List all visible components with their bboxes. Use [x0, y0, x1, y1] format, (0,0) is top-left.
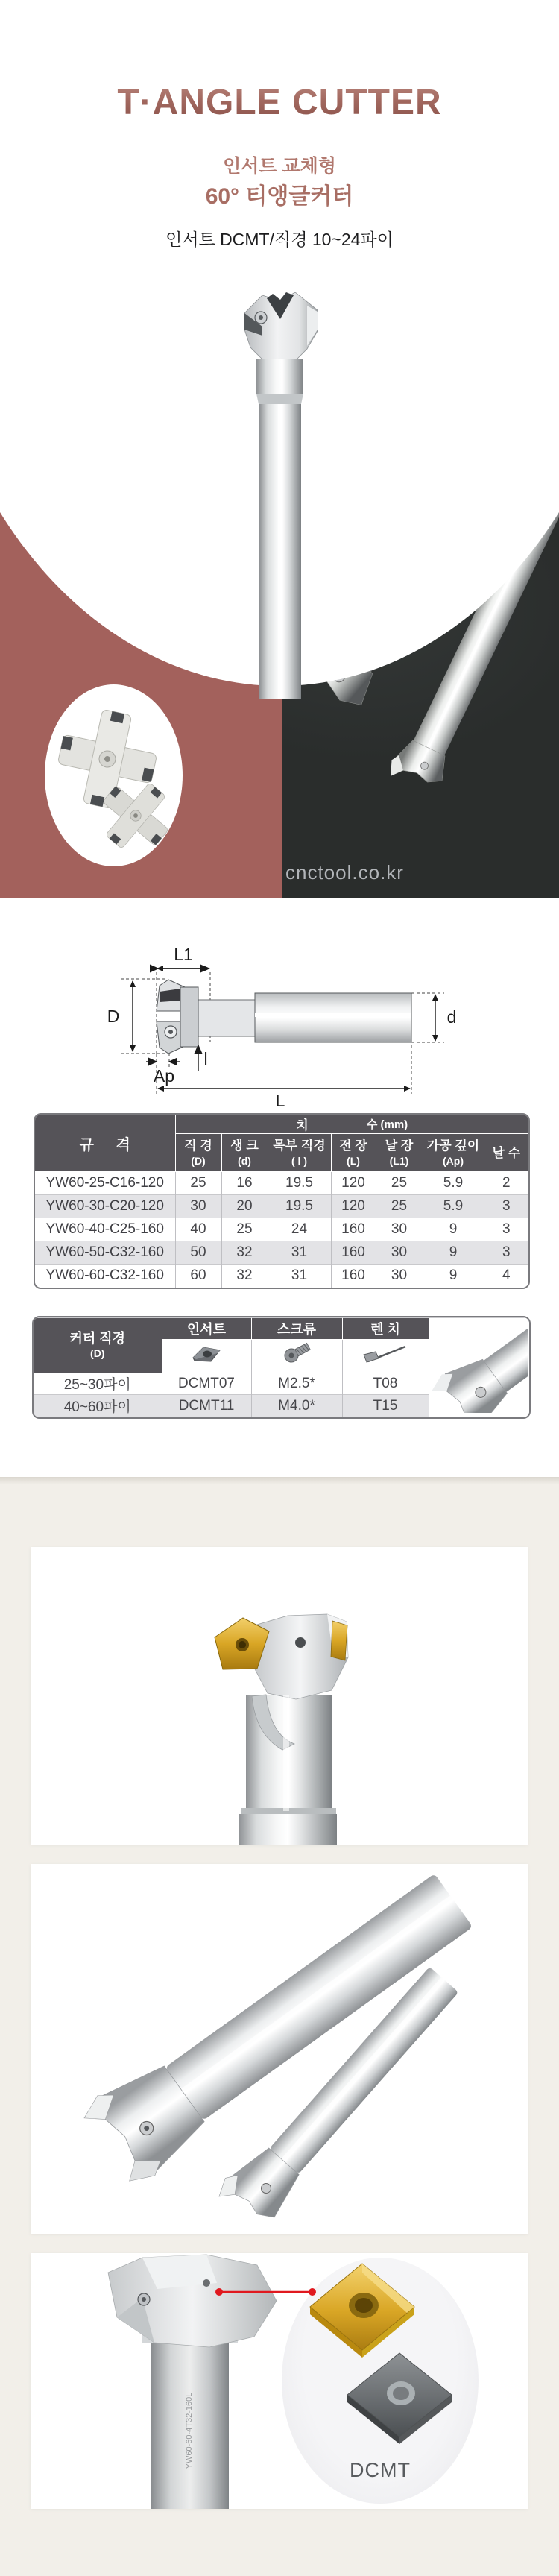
gallery-photo-2: [31, 1864, 528, 2234]
col-flute-length: 날 장 (L1): [376, 1134, 423, 1172]
subtitle-insert-type: 인서트 교체형: [223, 156, 336, 177]
spec-col-model-header: 규 격: [35, 1115, 175, 1172]
gallery-photo-1: [31, 1547, 528, 1845]
dimension-diagram: [67, 941, 499, 1116]
dim-neck-label: l: [203, 1049, 208, 1068]
table-row: YW60-30-C20-120 30 20 19.5 120 25 5.9 3: [35, 1195, 528, 1218]
cutter-diameter-header: 커터 직경 (D): [34, 1318, 162, 1373]
dim-header-right: 수 (mm): [366, 1118, 408, 1131]
standing-tool-photo: [224, 283, 343, 705]
wrench-icon: [342, 1340, 429, 1373]
col-neck-diameter: 목부 직경 ( l ): [268, 1134, 331, 1172]
insert-header: 인서트: [162, 1318, 251, 1340]
cutter-head-photo: [429, 1318, 529, 1418]
screw-icon: [251, 1340, 342, 1373]
col-shank: 생 크 (d): [221, 1134, 268, 1172]
dim-d-label: D: [107, 1007, 120, 1026]
subtitle-60deg-cutter: 60° 티앵글커터: [205, 184, 354, 209]
gallery-photo-3: [31, 2253, 528, 2509]
cutter-heads-inset: [45, 684, 183, 866]
parts-row: 40~60파이 DCMT11 M4.0* T15: [34, 1394, 529, 1417]
dim-ap-label: Ap: [153, 1066, 175, 1086]
dim-header-left: 치: [296, 1118, 309, 1133]
t-cutter-discs: [45, 684, 183, 866]
shank-engraving: YW60-60-4T32-160L: [185, 2392, 194, 2469]
dim-l1-label: L1: [174, 945, 193, 964]
insert-spec-line: 인서트 DCMT/직경 10~24파이: [165, 230, 394, 249]
dcmt-label: DCMT: [350, 2459, 411, 2481]
table-row: YW60-50-C32-160 50 32 31 160 30 9 3: [35, 1241, 528, 1265]
table-row: YW60-60-C32-160 60 32 31 160 30 9 4: [35, 1265, 528, 1288]
section-shadow: [0, 1477, 559, 1484]
col-flutes: 날 수: [484, 1134, 528, 1172]
screw-header: 스크류: [251, 1318, 342, 1340]
col-overall-length: 전 장 (L): [331, 1134, 376, 1172]
wrench-header: 렌 치: [342, 1318, 429, 1340]
parts-table: [32, 1316, 531, 1419]
spec-table: [34, 1113, 530, 1289]
parts-row: 25~30파이 DCMT07 M2.5* T08: [34, 1373, 529, 1394]
dim-dsmall-label: d: [446, 1007, 457, 1027]
hero-photo: [0, 268, 559, 898]
insert-icon: [162, 1340, 251, 1373]
col-cut-depth: 가공 깊이 (Ap): [423, 1134, 484, 1172]
gallery-section: [0, 1477, 559, 2576]
table-row: YW60-40-C25-160 40 25 24 160 30 9 3: [35, 1218, 528, 1241]
dim-total-label: L: [275, 1091, 285, 1110]
site-watermark: cnctool.co.kr: [285, 861, 404, 884]
table-row: YW60-25-C16-120 25 16 19.5 120 25 5.9 2: [35, 1172, 528, 1195]
page-title: T·ANGLE CUTTER: [0, 82, 559, 123]
col-diameter: 직 경 (D): [175, 1134, 221, 1172]
